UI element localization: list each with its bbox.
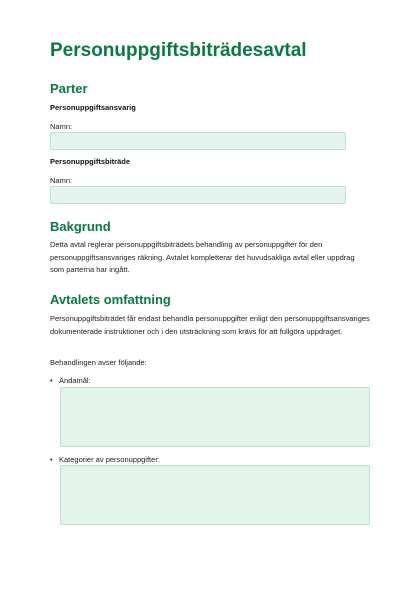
document-title: Personuppgiftsbiträdesavtal	[50, 40, 307, 61]
list-item-andamal	[50, 376, 91, 385]
controller-label: Personuppgiftsansvarig	[50, 103, 136, 112]
section-heading-bakgrund: Bakgrund	[50, 219, 111, 234]
omfattning-paragraph: Personuppgiftsbiträdet får endast behandla personuppgifter enligt den personuppgiftsansvariges dokumenterade instruktioner och i den utsträckning som krävs för att fullgöra uppdraget.	[50, 314, 370, 336]
kategorier-field[interactable]	[60, 465, 370, 525]
processor-name-label: Namn:	[50, 176, 73, 185]
omfattning-intro: Behandlingen avser följande:	[50, 358, 147, 367]
controller-name-label: Namn:	[50, 122, 73, 131]
list-item-kategorier	[50, 455, 160, 464]
controller-name-field[interactable]	[50, 132, 346, 150]
bullet-icon: •	[50, 455, 53, 464]
andamal-field[interactable]	[60, 387, 370, 447]
processor-label: Personuppgiftsbiträde	[50, 157, 131, 166]
bakgrund-paragraph: Detta avtal reglerar personuppgiftsbiträdets behandling av personuppgifter för den personuppgiftsansvariges räkning. Avtalet kompletterar det huvudsakliga avtal eller uppdrag som parterna har ingått.	[50, 240, 355, 274]
list-item-label: Kategorier av personuppgifter:	[59, 455, 160, 464]
bullet-icon: •	[50, 376, 53, 385]
section-heading-omfattning: Avtalets omfattning	[50, 292, 171, 307]
section-heading-parter: Parter	[50, 81, 88, 96]
processor-name-field[interactable]	[50, 186, 346, 204]
list-item-label: Ändamål:	[59, 376, 91, 385]
